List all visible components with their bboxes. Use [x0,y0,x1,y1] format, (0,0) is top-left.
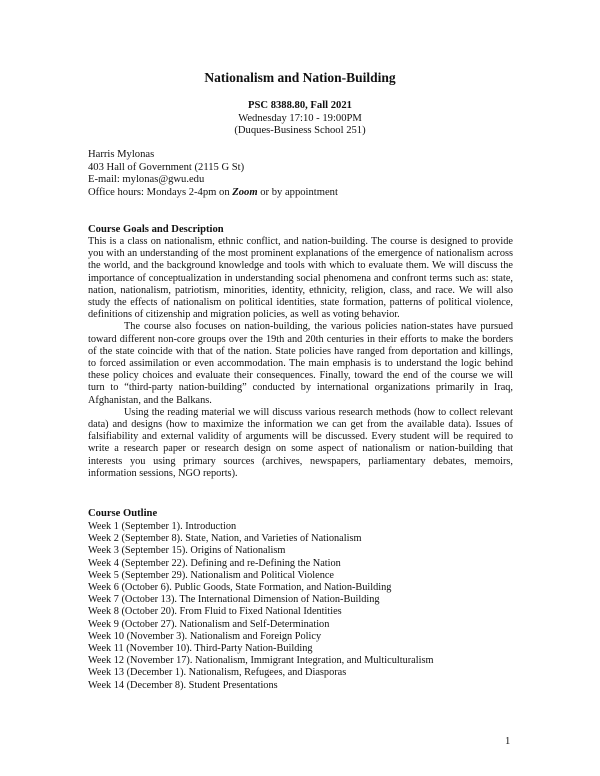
outline-week: Week 8 (October 20). From Fluid to Fixed National Identities [88,606,342,618]
outline-week: Week 6 (October 6). Public Goods, State Formation, and Nation-Building [88,582,392,594]
outline-week: Week 9 (October 27). Nationalism and Self-Determination [88,618,330,630]
goals-description [88,236,513,480]
office-hours-prefix: Office hours: Mondays 2-4pm on [88,186,233,198]
instructor-email: E-mail: mylonas@gwu.edu [88,174,205,186]
course-location: (Duques-Business School 251) [234,125,366,137]
outline-week: Week 12 (November 17). Nationalism, Immigrant Integration, and Multiculturalism [88,655,434,667]
course-outline [88,521,433,692]
outline-week: Week 4 (September 22). Defining and re-Defining the Nation [88,557,341,569]
outline-week: Week 11 (November 10). Third-Party Nation-Building [88,643,313,655]
goals-heading: Course Goals and Description [88,224,224,235]
office-hours [88,187,338,200]
goals-paragraph-2: The course also focuses on nation-building, the various policies nation-states have pursued toward different non-core groups over the 19th and 20th centuries in their efforts to make the borders of the state coincide with that of the nation. State policies have ranged from deportation and killings, to forced assimilation or even accommodation. The main emphasis is to understand the logic behind these policy choices and evaluate their consequences. Finally, toward the end of the course we will turn to “third-party nation-building” conducted by international organizations primarily in Iraq, Afghanistan, and the Balkans. [88,321,513,406]
outline-week: Week 5 (September 29). Nationalism and Political Violence [88,569,334,581]
page-number: 1 [505,736,511,747]
instructor-name: Harris Mylonas [88,149,155,160]
outline-week: Week 1 (September 1). Introduction [88,521,237,532]
outline-heading: Course Outline [88,508,158,519]
document-title: Nationalism and Nation-Building [204,70,396,85]
outline-week: Week 7 (October 13). The International Dimension of Nation-Building [88,594,380,606]
course-schedule: Wednesday 17:10 - 19:00PM [238,112,362,124]
outline-week: Week 3 (September 15). Origins of Nationalism [88,545,286,557]
instructor-info [88,149,338,199]
outline-week: Week 2 (September 8). State, Nation, and Varieties of Nationalism [88,533,362,545]
instructor-office: 403 Hall of Government (2115 G St) [88,161,245,173]
goals-paragraph-3: Using the reading material we will discuss various research methods (how to collect relevant data) and designs (how to maximize the information we can get from the available data). Issues of falsifiability and external validity of arguments will be discussed. Every student will be required to write a research paper or research design on some aspect of nationalism or nation-building that interests you using primary sources (archives, newspapers, parliamentary debates, memoirs, information sessions, NGO reports). [88,406,513,479]
office-hours-suffix: or by appointment [257,186,338,198]
course-info [0,100,600,138]
course-code: PSC 8388.80, Fall 2021 [248,100,352,111]
office-hours-medium: Zoom [232,186,258,198]
outline-week: Week 10 (November 3). Nationalism and Foreign Policy [88,630,322,642]
outline-week: Week 14 (December 8). Student Presentations [88,679,278,691]
outline-week: Week 13 (December 1). Nationalism, Refugees, and Diasporas [88,667,347,679]
goals-paragraph-1: This is a class on nationalism, ethnic conflict, and nation-building. The course is designed to provide you with an understanding of the most prominent explanations of the emergence of nationalism across the world, and the background knowledge and tools with which to evaluate them. We will discuss the importance of conceptualization in understanding social phenomena and confront terms such as: state, nation, nationalism, patriotism, minorities, identity, ethnicity, religion, class, and race. We will also study the effects of nationalism on political identities, state formation, patterns of political violence, definitions of citizenship and migration policies, as well as voting behavior. [88,236,513,321]
